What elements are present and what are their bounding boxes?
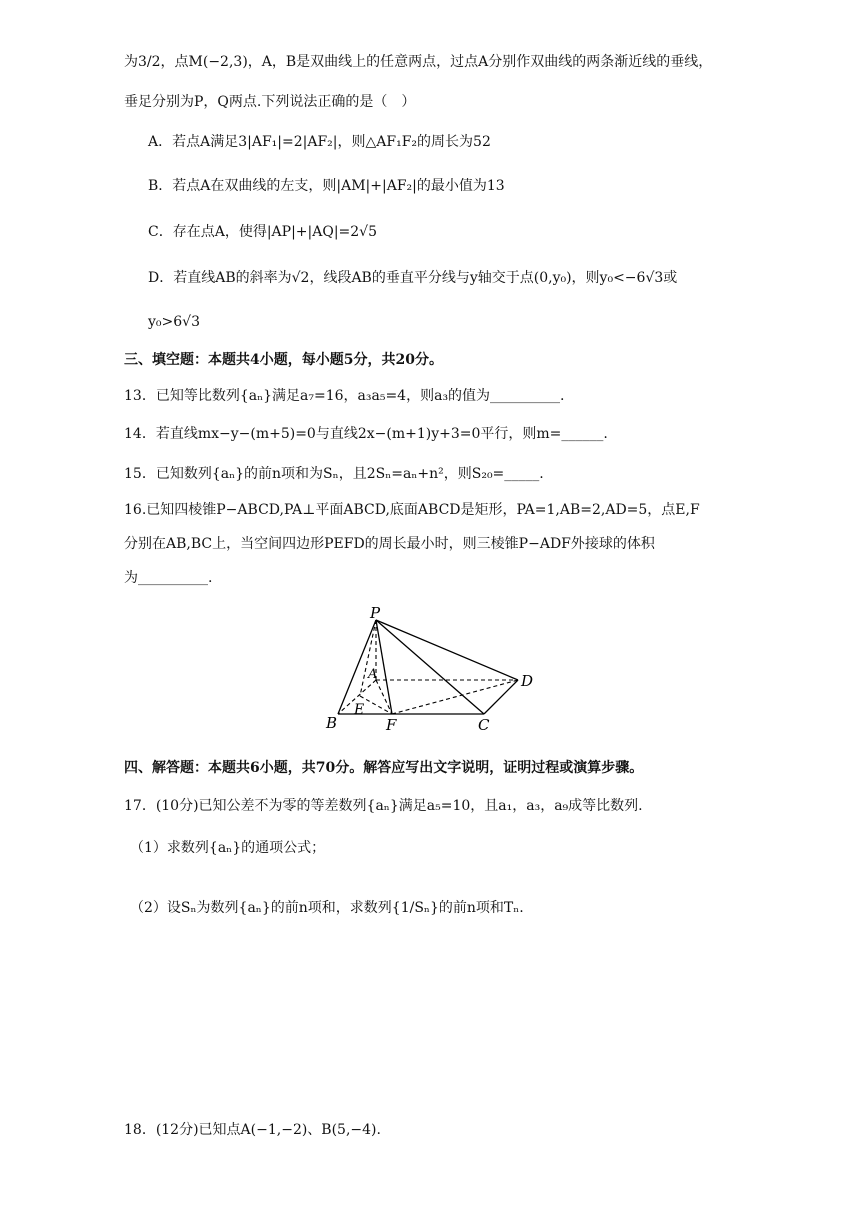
edge-FD [392,680,518,714]
question-17-part-1: （1）求数列{aₙ}的通项公式； [130,840,326,856]
question-18: 18．(12分)已知点A(−1,−2)、B(5,−4). [124,1122,381,1138]
pyramid-figure [318,604,542,736]
section-4-heading: 四、解答题：本题共6小题，共70分。解答应写出文字说明，证明过程或演算步骤。 [124,760,644,776]
option-c: C．存在点A，使得|AP|+|AQ|=2√5 [148,224,378,240]
question-13: 13．已知等比数列{aₙ}满足a₇=16，a₃a₅=4，则a₃的值为__________. [124,388,565,404]
question-15: 15．已知数列{aₙ}的前n项和为Sₙ，且2Sₙ=aₙ+n²，则S₂₀=_____. [124,466,544,482]
label-D: D [521,672,534,690]
edge-PF [376,620,392,714]
intro-line-2: 垂足分别为P，Q两点.下列说法正确的是（ ） [124,94,416,110]
intro-line-1: 为3/2，点M(−2,3)，A，B是双曲线上的任意两点，过点A分别作双曲线的两条渐近线的垂线， [124,54,713,70]
edge-PE [360,620,376,696]
edge-EF [360,696,392,714]
label-P: P [370,604,381,622]
label-A: A [368,667,378,682]
question-17: 17．(10分)已知公差不为零的等差数列{aₙ}满足a₅=10，且a₁，a₃，a₉成等比数列. [124,798,643,814]
label-B: B [326,714,338,732]
option-b: B．若点A在双曲线的左支，则|AM|+|AF₂|的最小值为13 [148,178,505,194]
edge-PC [376,620,484,714]
label-C: C [478,716,490,734]
question-16-line-1: 16.已知四棱锥P−ABCD,PA⊥平面ABCD,底面ABCD是矩形，PA=1,AB=2,AD=5，点E,F [124,502,700,518]
question-17-part-2: （2）设Sₙ为数列{aₙ}的前n项和，求数列{1/Sₙ}的前n项和Tₙ. [130,900,524,916]
question-16-line-3: 为__________. [124,570,213,586]
label-F: F [386,716,397,734]
option-d: D．若直线AB的斜率为√2，线段AB的垂直平分线与y轴交于点(0,y₀)，则y₀<−6√3或 [148,270,678,286]
section-3-heading: 三、填空题：本题共4小题，每小题5分，共20分。 [124,352,443,368]
edge-PD [376,620,518,680]
option-a: A．若点A满足3|AF₁|=2|AF₂|，则△AF₁F₂的周长为52 [148,134,491,150]
question-16-line-2: 分别在AB,BC上，当空间四边形PEFD的周长最小时，则三棱锥P−ADF外接球的体积 [124,536,655,552]
option-d-continued: y₀>6√3 [148,314,200,330]
label-E: E [354,702,365,718]
question-14: 14．若直线mx−y−(m+5)=0与直线2x−(m+1)y+3=0平行，则m=______. [124,426,608,442]
